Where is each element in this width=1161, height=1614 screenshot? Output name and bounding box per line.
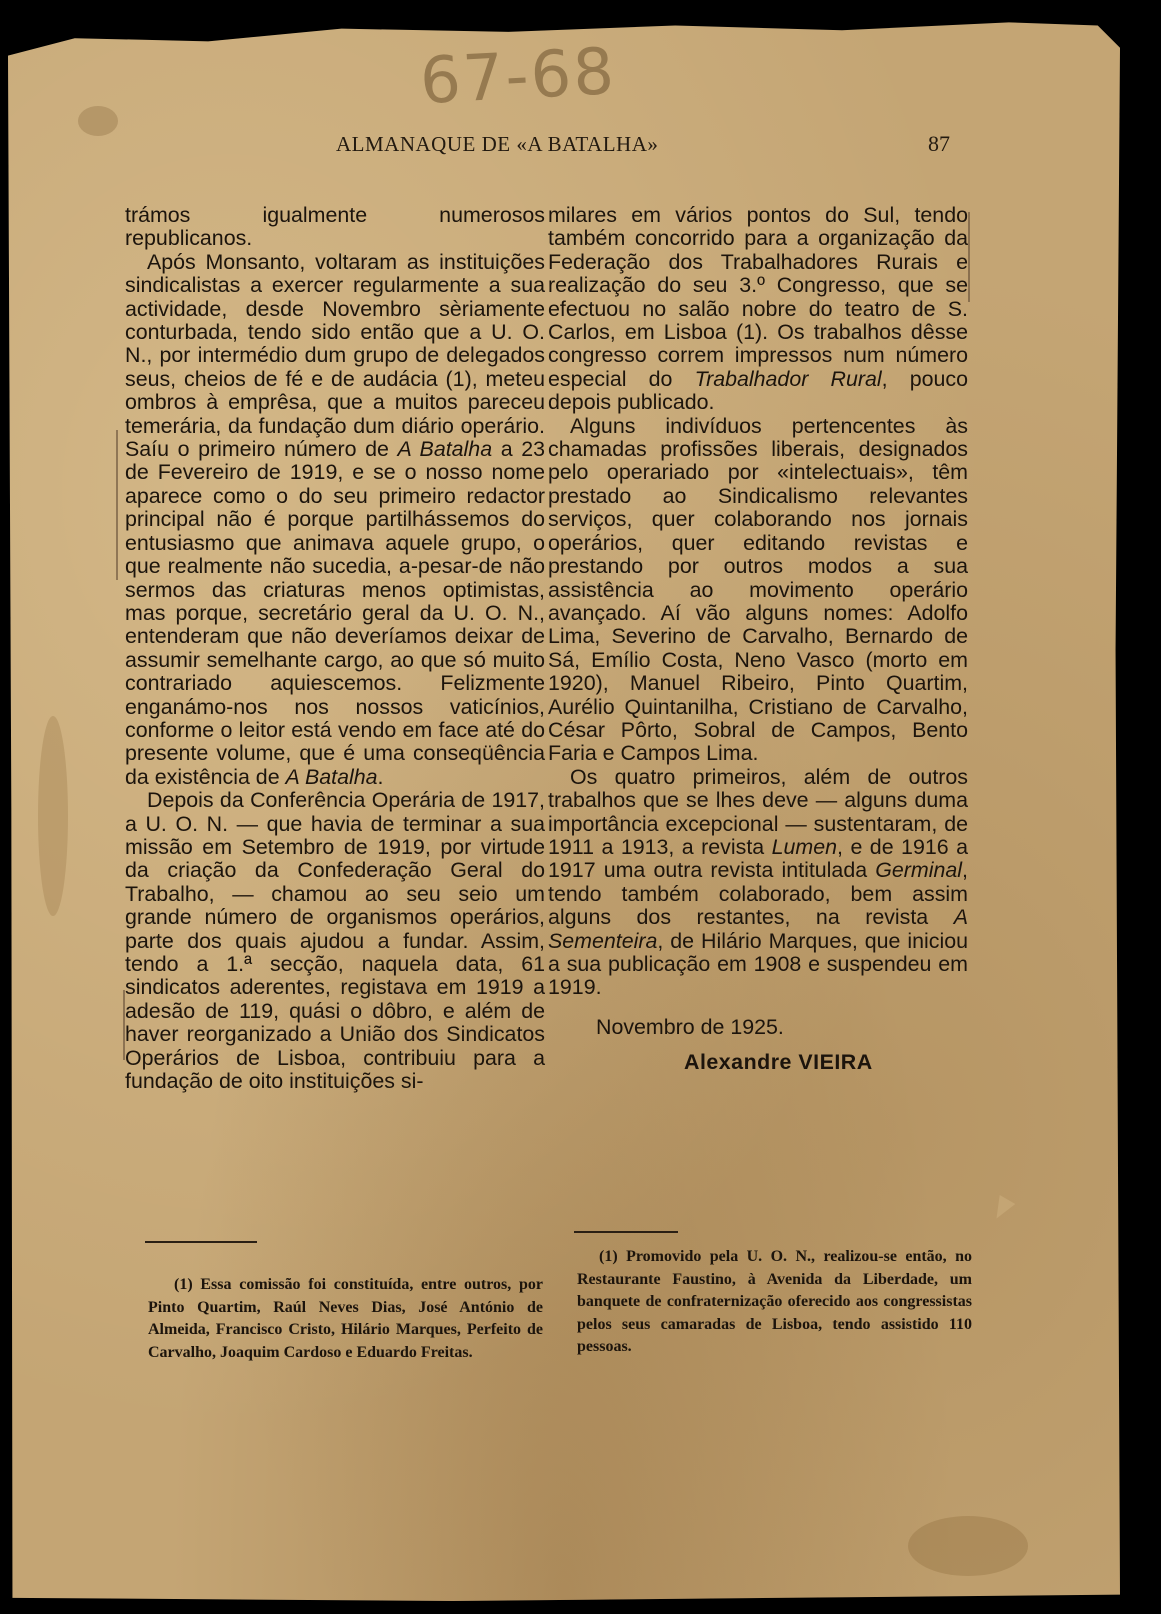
footnote-divider: [574, 1231, 678, 1233]
paper-stain: [908, 1516, 1028, 1576]
dateline: Novembro de 1925.: [596, 1014, 784, 1039]
author-signature: Alexandre VIEIRA: [684, 1050, 873, 1075]
running-title: ALMANAQUE DE «A BATALHA»: [336, 132, 659, 156]
page-number: 87: [928, 131, 950, 156]
paper-stain: [38, 716, 68, 916]
newspaper-title: Trabalhador Rural: [694, 366, 882, 391]
margin-pencil-mark: [968, 212, 970, 302]
magazine-title: A Sementeira: [548, 905, 968, 953]
footnote-left: (1) Essa comissão foi constituída, entre outros, por Pinto Quartim, Raúl Neves Dias, José António de Almeida, Francisco Cristo, Hilário Marques, Perfeito de Carvalho, Joaquim Cardoso e Eduardo Freitas.: [148, 1276, 543, 1361]
magazine-title: Germinal: [875, 858, 963, 883]
newspaper-title: A Batalha: [285, 764, 378, 789]
paragraph: Após Monsanto, voltaram as instituições sindicalistas a exercer regularmente a sua actividade, desde Novembro sèriamente conturbada, tendo sido então que a U. O. N., por intermédio dum grupo de delegados seus, cheios de fé e de audácia (1), meteu ombros à emprêsa, que a muitos pareceu temerária, da fundação dum diário operário. Saíu o primeiro número de A Batalha a 23 de Fevereiro de 1919, e se o nosso nome aparece como o do seu primeiro redactor principal não é porque partilhássemos do entusiasmo que animava aquele grupo, o que realmente não sucedia, a-pesar-de não sermos das criaturas menos optimistas, mas porque, secretário geral da U. O. N., entenderam que não deveríamos deixar de assumir semelhante cargo, ao que só muito contrariado aquiescemos. Felizmente enganámo-nos nos nossos vaticínios, conforme o leitor está vendo em face até do presente volume, que é uma conseqüência da existência de A Batalha.: [125, 249, 546, 789]
right-column: [548, 204, 968, 1075]
margin-pencil-mark: [116, 430, 118, 580]
paragraph: Os quatro primeiros, além de outros trabalhos que se lhes deve — alguns duma importância excepcional — sustentaram, de 1911 a 1913, a revista Lumen, e de 1916 a 1917 uma outra revista intitulada Germinal, tendo também colaborado, bem assim alguns dos restantes, na revista A Sementeira, de Hilário Marques, que iniciou a sua publicação em 1908 e suspendeu em 1919.: [548, 764, 969, 1000]
magazine-title: Lumen: [771, 834, 838, 859]
paragraph: milares em vários pontos do Sul, tendo também concorrido para a organização da Federação dos Trabalhadores Rurais e realização do seu 3.º Congresso, que se efectuou no salão nobre do teatro de S. Carlos, em Lisboa (1). Os trabalhos dêsse congresso correm impressos num número especial do Trabalhador Rural, pouco depois publicado.: [548, 203, 969, 415]
handwritten-page-note: 67-68: [418, 34, 618, 120]
footnote-right: (1) Promovido pela U. O. N., realizou-se então, no Restaurante Faustino, à Avenida da Liberdade, um banquete de confraternização oferecido aos congressistas pelos seus camaradas de Lisboa, tendo assistido 110 pessoas.: [577, 1248, 972, 1355]
paper-stain: [78, 106, 118, 136]
footnote-divider: [145, 1241, 257, 1243]
paragraph: trámos igualmente numerosos republicanos.: [125, 203, 545, 251]
paragraph: Depois da Conferência Operária de 1917, a U. O. N. — que havia de terminar a sua missão em Setembro de 1919, por virtude da criação da Confederação Geral do Trabalho, — chamou ao seu seio um grande número de organismos operários, parte dos quais ajudou a fundar. Assim, tendo a 1.ª secção, naquela data, 61 sindicatos aderentes, registava em 1919 a adesão de 119, quási o dôbro, e além de haver reorganizado a União dos Sindicatos Operários de Lisboa, contribuiu para a fundação de oito instituições si-: [125, 788, 545, 1094]
newspaper-title: A Batalha: [397, 437, 493, 462]
paragraph: Alguns indivíduos pertencentes às chamadas profissões liberais, designados pelo operariado por «intelectuais», têm prestado ao Sindicalismo relevantes serviços, quer colaborando nos jornais operários, quer editando revistas e prestando por outros modos a sua assistência ao movimento operário avançado. Aí vão alguns nomes: Adolfo Lima, Severino de Carvalho, Bernardo de Sá, Emílio Costa, Neno Vasco (morto em 1920), Manuel Ribeiro, Pinto Quartim, Aurélio Quintanilha, Cristiano de Carvalho, César Pôrto, Sobral de Campos, Bento Faria e Campos Lima.: [548, 413, 968, 766]
left-column: [125, 204, 545, 1093]
